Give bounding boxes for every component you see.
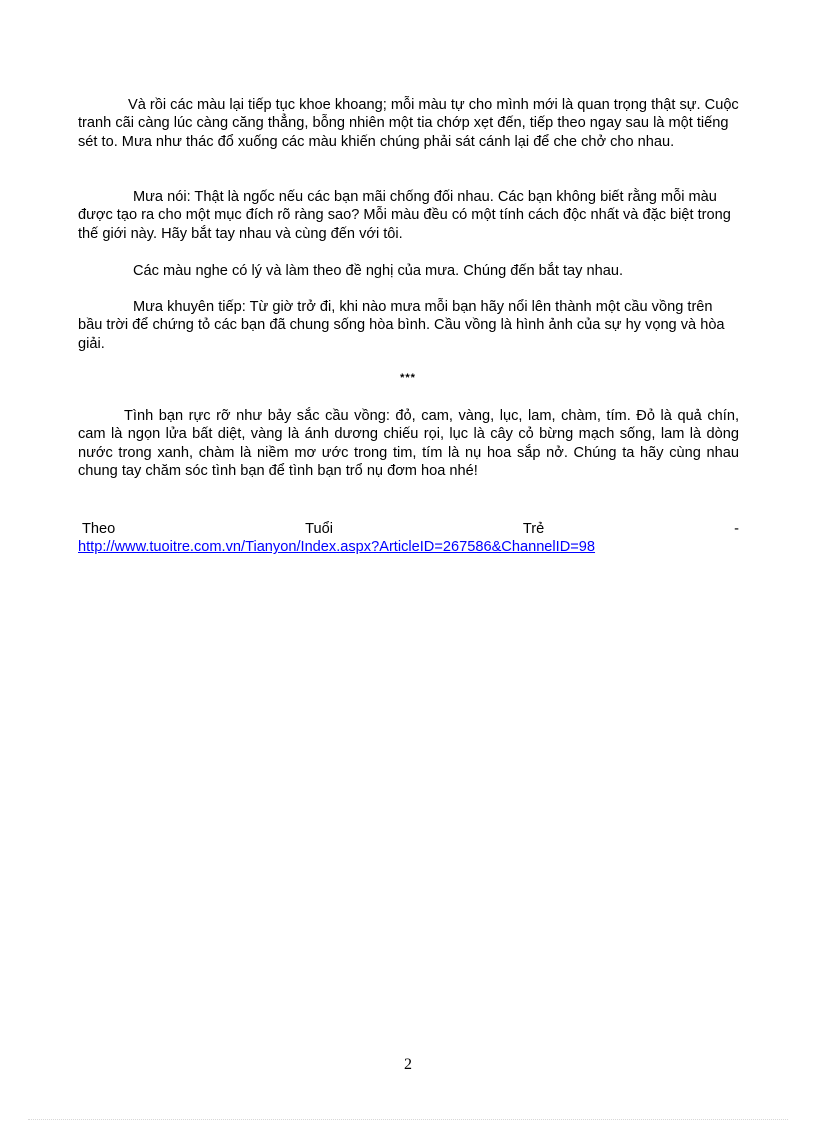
paragraph-3: Các màu nghe có lý và làm theo đề nghị của mưa. Chúng đến bắt tay nhau. [133,263,624,279]
paragraph-4: Mưa khuyên tiếp: Từ giờ trở đi, khi nào mưa mỗi bạn hãy nổi lên thành một cầu vồng trên bầu trời để chứng tỏ các bạn đã chung sống hòa bình. Cầu vồng là hình ảnh của sự hy vọng và hòa giải. [78,299,725,352]
source-link[interactable]: http://www.tuoitre.com.vn/Tianyon/Index.aspx?ArticleID=267586&ChannelID=98 [78,539,596,556]
source-dash: - [734,521,739,537]
page-bottom-edge [28,1119,788,1120]
closing-paragraph: Tình bạn rực rỡ như bảy sắc cầu vồng: đỏ, cam, vàng, lục, lam, chàm, tím. Đỏ là quả chín, cam là ngọn lửa bất diệt, vàng là ánh dương chiếu rọi, lục là cây cỏ bừng mạch sống, lam là dòng nước trong xanh, chàm là niềm mơ ước trong tim, tím là nụ hoa sắp nở. Chúng ta hãy cùng nhau chung tay chăm sóc tình bạn để tình bạn trổ nụ đơm hoa nhé! [78,408,739,480]
paragraph-1: Và rồi các màu lại tiếp tục khoe khoang; mỗi màu tự cho mình mới là quan trọng thật sự. Cuộc tranh cãi càng lúc càng căng thẳng, bỗng nhiên một tia chớp xẹt đến, tiếp theo ngay sau là một tiếng sét to. Mưa như thác đổ xuống các màu khiến chúng phải sát cánh lại để che chở cho nhau. [78,97,739,150]
section-separator: *** [400,372,416,384]
source-word-theo: Theo [82,521,116,537]
page-number: 2 [404,1056,412,1073]
source-credit-line [78,520,739,538]
source-citation [78,520,739,557]
source-word-tuoi: Tuổi [305,521,333,537]
paragraph-2: Mưa nói: Thật là ngốc nếu các bạn mãi chống đối nhau. Các bạn không biết rằng mỗi màu được tạo ra cho một mục đích rõ ràng sao? Mỗi màu đều có một tính cách độc nhất và đặc biệt trong thế giới này. Hãy bắt tay nhau và cùng đến với tôi. [78,189,731,242]
source-word-tre: Trẻ [522,521,545,537]
